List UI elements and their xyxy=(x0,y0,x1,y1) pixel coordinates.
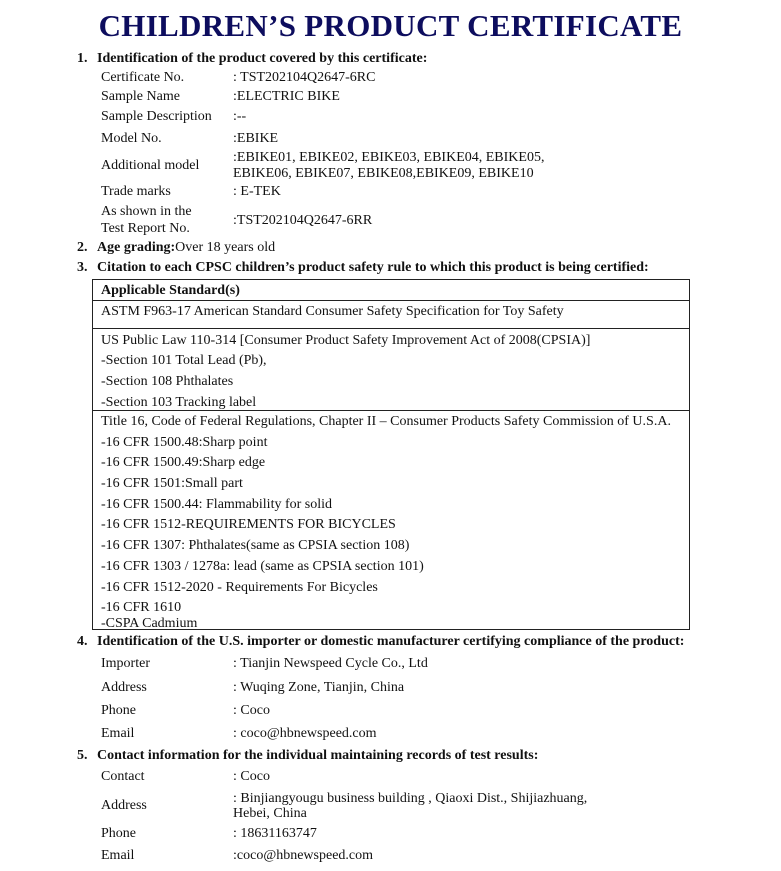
sample-description-label: Sample Description xyxy=(101,109,212,124)
contact-address-value: : Binjiangyougu business building , Qiaoxi Dist., Shijiazhuang, xyxy=(233,791,588,806)
importer-email-label: Email xyxy=(101,726,135,741)
importer-email-value: : coco@hbnewspeed.com xyxy=(233,726,377,741)
trade-marks-label: Trade marks xyxy=(101,184,171,199)
section-4-heading: Identification of the U.S. importer or domestic manufacturer certifying compliance of the product: xyxy=(97,634,685,649)
cpsia-line: -Section 101 Total Lead (Pb), xyxy=(101,353,267,368)
section-3-number: 3. xyxy=(77,260,88,275)
importer-phone-value: : Coco xyxy=(233,703,270,718)
cpsia-line: -Section 103 Tracking label xyxy=(101,395,257,410)
test-report-label: As shown in the xyxy=(101,204,192,219)
test-report-label-line2: Test Report No. xyxy=(101,221,190,236)
contact-email-label: Email xyxy=(101,848,135,863)
cfr-line: Title 16, Code of Federal Regulations, Chapter II – Consumer Products Safety Commission of U.S.A. xyxy=(101,414,671,429)
divider xyxy=(93,410,689,411)
importer-address-label: Address xyxy=(101,680,147,695)
cfr-line: -16 CFR 1610 xyxy=(101,600,182,615)
age-grading-heading: Age grading: xyxy=(97,240,176,255)
cpsia-line: -Section 108 Phthalates xyxy=(101,374,234,389)
table-header: Applicable Standard(s) xyxy=(101,283,240,298)
contact-address-label: Address xyxy=(101,798,147,813)
contact-phone-label: Phone xyxy=(101,826,136,841)
importer-address-value: : Wuqing Zone, Tianjin, China xyxy=(233,680,405,695)
age-grading xyxy=(97,240,275,256)
contact-value: : Coco xyxy=(233,769,270,784)
section-1-number: 1. xyxy=(77,51,88,66)
cpsia-line: US Public Law 110-314 [Consumer Product Safety Improvement Act of 2008(CPSIA)] xyxy=(101,333,591,348)
cfr-line: -16 CFR 1512-REQUIREMENTS FOR BICYCLES xyxy=(101,517,396,532)
section-1-heading: Identification of the product covered by this certificate: xyxy=(97,51,428,66)
divider xyxy=(93,300,689,301)
section-4-number: 4. xyxy=(77,634,88,649)
model-no-value: :EBIKE xyxy=(233,131,279,146)
contact-label: Contact xyxy=(101,769,145,784)
section-5-number: 5. xyxy=(77,748,88,763)
additional-model-label: Additional model xyxy=(101,158,200,173)
additional-model-value-line2: EBIKE06, EBIKE07, EBIKE08,EBIKE09, EBIKE10 xyxy=(233,166,534,181)
sample-name-value: :ELECTRIC BIKE xyxy=(233,89,340,104)
certificate-no-value: : TST202104Q2647-6RC xyxy=(233,70,376,85)
test-report-value: :TST202104Q2647-6RR xyxy=(233,213,373,228)
cfr-line: -CSPA Cadmium xyxy=(101,616,198,631)
astm-standard: ASTM F963-17 American Standard Consumer Safety Specification for Toy Safety xyxy=(101,304,564,319)
cfr-line: -16 CFR 1500.44: Flammability for solid xyxy=(101,497,333,512)
section-5-heading: Contact information for the individual maintaining records of test results: xyxy=(97,748,539,763)
model-no-label: Model No. xyxy=(101,131,162,146)
sample-name-label: Sample Name xyxy=(101,89,180,104)
document-title: CHILDREN’S PRODUCT CERTIFICATE xyxy=(98,8,683,43)
standards-table xyxy=(92,279,690,630)
cfr-line: -16 CFR 1501:Small part xyxy=(101,476,243,491)
certificate-no-label: Certificate No. xyxy=(101,70,185,85)
cfr-line: -16 CFR 1303 / 1278a: lead (same as CPSIA section 101) xyxy=(101,559,424,574)
cfr-line: -16 CFR 1500.48:Sharp point xyxy=(101,435,268,450)
age-grading-value: Over 18 years old xyxy=(175,240,276,255)
section-3-heading: Citation to each CPSC children’s product safety rule to which this product is being certified: xyxy=(97,260,649,275)
importer-phone-label: Phone xyxy=(101,703,136,718)
cfr-line: -16 CFR 1512-2020 - Requirements For Bicycles xyxy=(101,580,378,595)
trade-marks-value: : E-TEK xyxy=(233,184,281,199)
importer-label: Importer xyxy=(101,656,150,671)
contact-address-value-line2: Hebei, China xyxy=(233,806,307,821)
section-2-number: 2. xyxy=(77,240,88,255)
cfr-line: -16 CFR 1307: Phthalates(same as CPSIA section 108) xyxy=(101,538,410,553)
contact-email-value: :coco@hbnewspeed.com xyxy=(233,848,374,863)
importer-value: : Tianjin Newspeed Cycle Co., Ltd xyxy=(233,656,428,671)
divider xyxy=(93,328,689,329)
cfr-line: -16 CFR 1500.49:Sharp edge xyxy=(101,455,266,470)
contact-phone-value: : 18631163747 xyxy=(233,826,317,841)
sample-description-value: :-- xyxy=(233,109,247,124)
additional-model-value: :EBIKE01, EBIKE02, EBIKE03, EBIKE04, EBIKE05, xyxy=(233,150,545,165)
